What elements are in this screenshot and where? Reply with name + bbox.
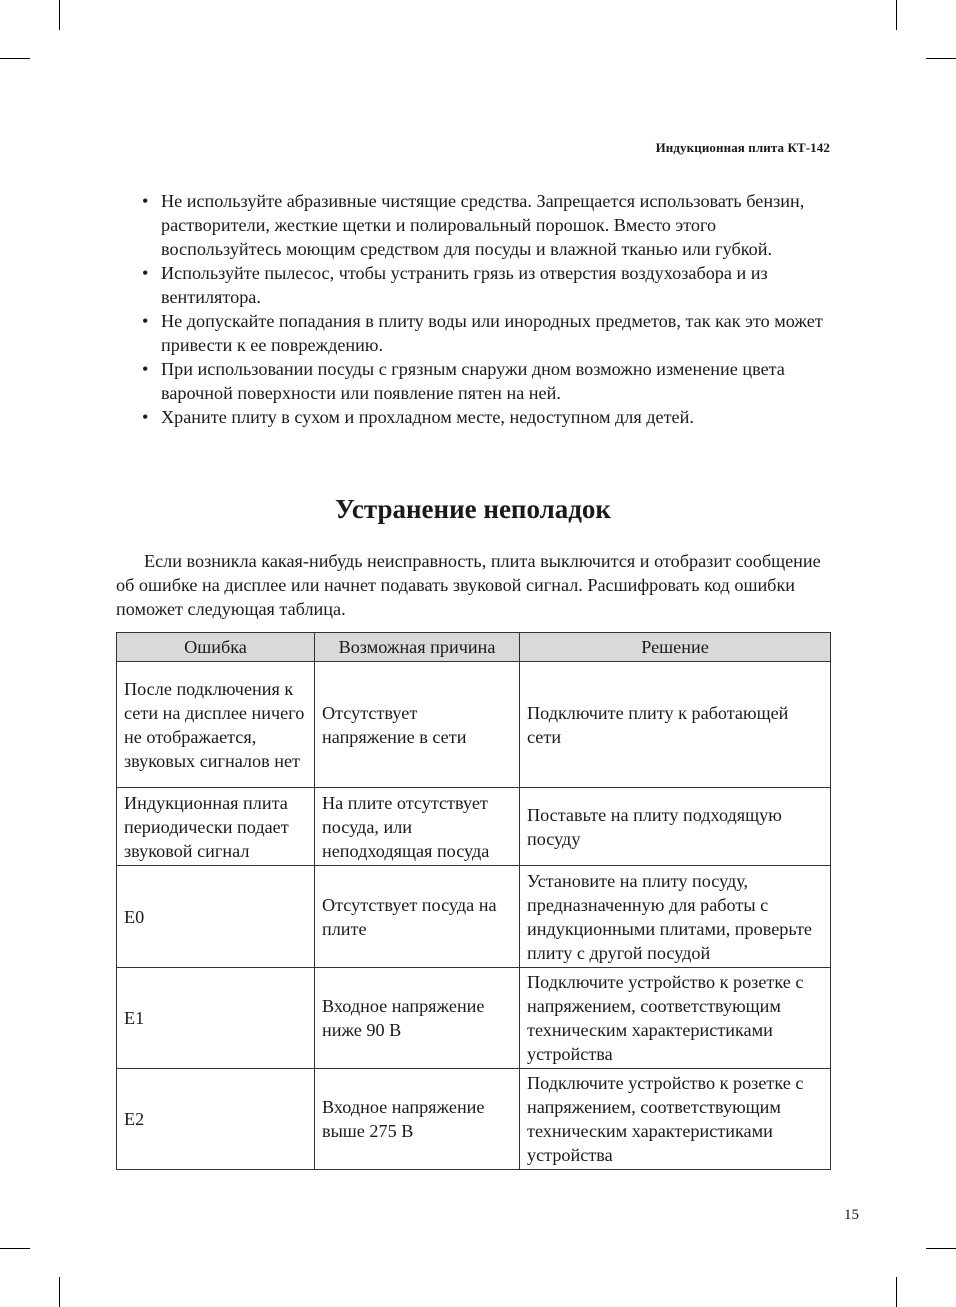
bullet-item: • Храните плиту в сухом и прохладном месте, недоступном для детей. <box>140 405 840 429</box>
bullet-item: • Не допускайте попадания в плиту воды или инородных предметов, так как это может привести к ее повреждению. <box>140 309 840 357</box>
cause-cell: Отсутствует посуда на плите <box>315 866 520 968</box>
error-cell: После подключения к сети на дисплее ничего не отображается, звуковых сигналов нет <box>117 662 315 788</box>
bullet-item: • Не используйте абразивные чистящие средства. Запрещается использовать бензин, растворители, жесткие щетки и полировальный порошок. Вместо этого воспользуйтесь моющим средством для посуды и влажной тканью или губкой. <box>140 189 840 261</box>
error-cell: Индукционная плита периодически подает звуковой сигнал <box>117 788 315 866</box>
table-row <box>117 968 831 1069</box>
table-header-row <box>117 633 831 662</box>
crop-mark <box>926 58 956 59</box>
table-row <box>117 866 831 968</box>
cause-cell: На плите отсутствует посуда, или неподходящая посуда <box>315 788 520 866</box>
crop-mark <box>59 1277 60 1307</box>
crop-mark <box>0 58 30 59</box>
solution-cell: Установите на плиту посуду, предназначенную для работы с индукционными плитами, проверьте плиту с другой посудой <box>520 866 831 968</box>
solution-cell: Подключите устройство к розетке с напряжением, соответствующим техническим характеристиками устройства <box>520 968 831 1069</box>
solution-cell: Подключите устройство к розетке с напряжением, соответствующим техническим характеристиками устройства <box>520 1069 831 1170</box>
crop-mark <box>896 0 897 30</box>
page-number: 15 <box>844 1207 859 1223</box>
intro-paragraph: Если возникла какая-нибудь неисправность, плита выключится и отобразит сообщение об ошибке на дисплее или начнет подавать звуковой сигнал. Расшифровать код ошибки поможет следующая таблица. <box>116 551 821 619</box>
crop-mark <box>926 1248 956 1249</box>
header-cause: Возможная причина <box>315 633 520 662</box>
troubleshooting-table <box>116 632 831 1170</box>
cause-cell: Отсутствует напряжение в сети <box>315 662 520 788</box>
header-error: Ошибка <box>117 633 315 662</box>
cause-cell: Входное напряжение ниже 90 В <box>315 968 520 1069</box>
crop-mark <box>0 1248 30 1249</box>
bullet-item: • При использовании посуды с грязным снаружи дном возможно изменение цвета варочной поверхности или появление пятен на ней. <box>140 357 840 405</box>
crop-mark <box>59 0 60 30</box>
running-header: Индукционная плита КТ-142 <box>655 140 830 155</box>
crop-mark <box>896 1277 897 1307</box>
table-row <box>117 788 831 866</box>
section-title: Устранение неполадок <box>335 494 611 524</box>
error-cell: E2 <box>117 1069 315 1170</box>
solution-cell: Поставьте на плиту подходящую посуду <box>520 788 831 866</box>
table-row <box>117 662 831 788</box>
bullet-item: • Используйте пылесос, чтобы устранить грязь из отверстия воздухозабора и из вентилятора. <box>140 261 840 309</box>
table-row <box>117 1069 831 1170</box>
solution-cell: Подключите плиту к работающей сети <box>520 662 831 788</box>
cause-cell: Входное напряжение выше 275 В <box>315 1069 520 1170</box>
error-cell: E0 <box>117 866 315 968</box>
header-solution: Решение <box>520 633 831 662</box>
error-cell: E1 <box>117 968 315 1069</box>
care-bullet-list <box>140 189 840 429</box>
